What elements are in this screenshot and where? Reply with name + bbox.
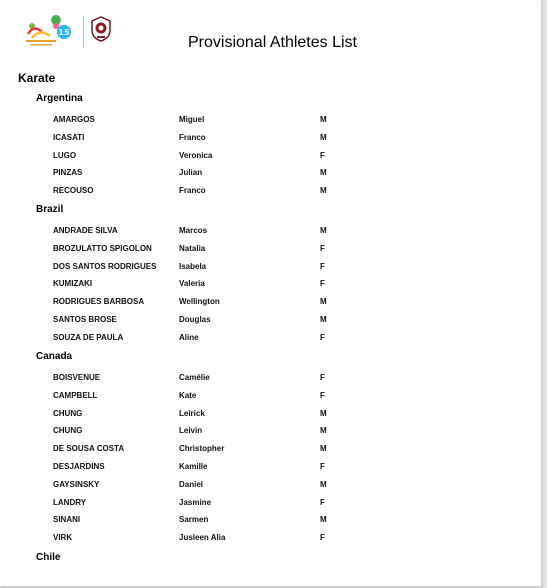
athlete-first-name: Franco [179,186,206,196]
athlete-first-name: Veronica [179,150,213,160]
athlete-last-name: DESJARDINS [53,462,105,471]
athlete-last-name: ICASATI [53,132,85,142]
athlete-last-name: CAMPBELL [53,390,98,400]
athlete-sex: M [320,186,327,196]
athlete-first-name: Isabela [179,261,207,271]
table-row [0,297,541,311]
athlete-sex: F [320,373,325,382]
table-row [0,533,541,547]
table-row [0,333,541,347]
table-row [0,186,541,200]
page-title: Provisional Athletes List [188,34,357,51]
athlete-first-name: Kate [179,390,197,400]
athlete-last-name: SOUZA DE PAULA [53,332,124,342]
athlete-sex: F [320,390,325,400]
table-row [0,115,541,129]
athlete-first-name: Julian [179,168,203,178]
athlete-last-name: CHUNG [53,426,83,436]
athlete-sex: M [320,315,327,324]
table-row [0,426,541,440]
athlete-first-name: Daniel [179,479,204,489]
athlete-first-name: Douglas [179,315,211,324]
crest-icon [90,16,112,42]
country-heading: Brazil [36,204,64,215]
athlete-sex: M [320,426,327,436]
athlete-sex: M [320,115,327,124]
athlete-last-name: AMARGOS [53,115,95,124]
table-row [0,279,541,293]
athlete-first-name: Natalia [179,243,206,253]
logo-divider [83,16,84,48]
athlete-first-name: Camélie [179,373,210,382]
athlete-first-name: Valeria [179,279,205,289]
country-heading: Canada [36,351,73,362]
athlete-sex: F [320,462,325,471]
country-heading: Argentina [36,93,83,104]
athlete-sex: M [320,515,327,525]
table-row [0,480,541,494]
games-logo-icon [22,12,78,52]
athlete-first-name: Miguel [179,115,205,124]
athlete-last-name: GAYSINSKY [53,479,100,489]
table-row [0,168,541,182]
table-row [0,315,541,329]
athlete-last-name: RECOUSO [53,186,94,196]
athlete-sex: M [320,132,327,142]
table-row [0,444,541,458]
athlete-last-name: LANDRY [53,497,87,507]
athlete-last-name: CHUNG [53,408,83,418]
table-row [0,133,541,147]
athlete-last-name: DE SOUSA COSTA [53,444,125,454]
table-row [0,498,541,512]
athlete-sex: F [320,332,325,342]
table-row [0,515,541,529]
athlete-last-name: ANDRADE SILVA [53,226,118,235]
athlete-first-name: Franco [179,132,206,142]
athlete-first-name: Leivin [179,426,203,436]
table-row [0,226,541,240]
sport-heading: Karate [18,71,56,85]
country-heading: Chile [36,552,61,563]
athlete-sex: F [320,533,325,543]
athlete-sex: F [320,497,325,507]
athlete-sex: F [320,261,325,271]
athlete-sex: M [320,297,327,307]
athlete-first-name: Sarmen [179,515,209,525]
athlete-first-name: Christopher [179,444,225,454]
athlete-sex: M [320,226,327,235]
table-row [0,244,541,258]
table-row [0,373,541,387]
athlete-last-name: KUMIZAKI [53,279,93,289]
table-row [0,262,541,276]
athlete-sex: F [320,279,325,289]
table-row [0,409,541,423]
athlete-last-name: VIRK [53,533,73,543]
athlete-sex: M [320,444,327,454]
athlete-sex: F [320,243,325,253]
athlete-sex: M [320,168,327,178]
athlete-sex: M [320,408,327,418]
athlete-last-name: DOS SANTOS RODRIGUES [53,261,157,271]
athlete-sex: M [320,479,327,489]
table-row [0,151,541,165]
athlete-last-name: RODRIGUES BARBOSA [53,297,145,307]
athlete-last-name: BOISVENUE [53,373,101,382]
athlete-last-name: BROZULATTO SPIGOLON [53,243,152,253]
table-row [0,391,541,405]
athlete-first-name: Kamille [179,462,208,471]
svg-text:15: 15 [58,28,70,37]
athlete-first-name: Marcos [179,226,208,235]
athlete-last-name: PINZAS [53,168,83,178]
athlete-first-name: Wellington [179,297,220,307]
athlete-first-name: Jusleen Alia [179,533,226,543]
athlete-first-name: Aline [179,332,199,342]
athlete-sex: F [320,150,325,160]
athlete-last-name: SANTOS BROSE [53,315,117,324]
athlete-first-name: Jasmine [179,497,212,507]
athlete-first-name: Leirick [179,408,205,418]
athlete-last-name: SINANI [53,515,81,525]
athlete-last-name: LUGO [53,150,77,160]
table-row [0,462,541,476]
